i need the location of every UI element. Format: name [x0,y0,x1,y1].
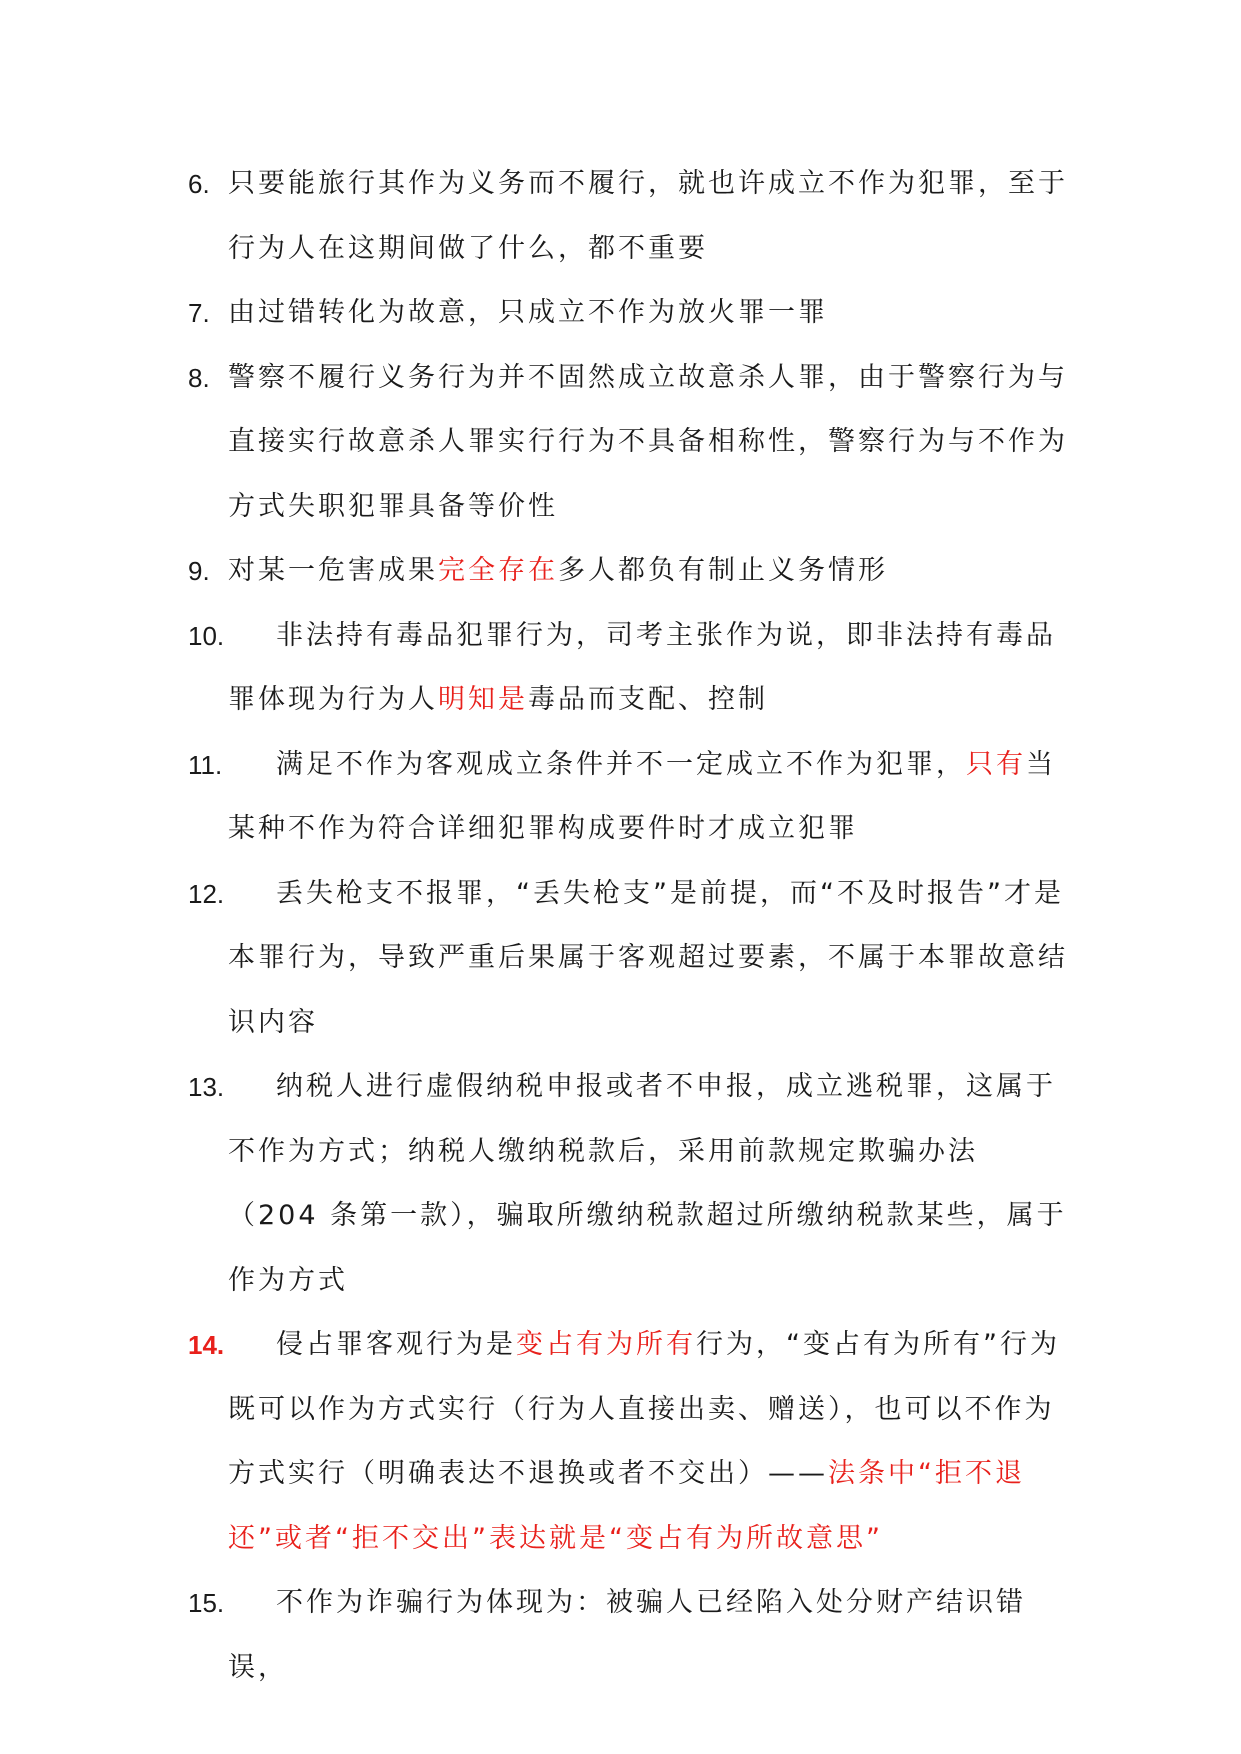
item-text: 行为，“变占有为所有”行为既可以作为方式实行（行为人直接出卖、赠送），也可以不作为方式实行（明确表达不退换或者不交出）—— [228,1329,1060,1489]
item-number: 14. [188,1330,225,1360]
item-text: 由过错转化为故意，只成立不作为放火罪一罪 [228,297,828,328]
item-number: 9. [188,556,210,586]
item-text: 丢失枪支不报罪，“丢失枪支”是前提，而“不及时报告”才是本罪行为，导致严重后果属于客观超过要素，不属于本罪故意结识内容 [228,877,1068,1038]
item-text: 只要能旅行其作为义务而不履行，就也许成立不作为犯罪，至于行为人在这期间做了什么，都不重要 [228,168,1068,264]
item-text: 纳税人进行虚假纳税申报或者不申报，成立逃税罪，这属于不作为方式；纳税人缴纳税款后，采用前款规定欺骗办法（204 条第一款），骗取所缴纳税款超过所缴纳税款某些，属于作为方式 [228,1071,1067,1296]
document-body [188,152,1068,1700]
item-number: 12. [188,878,225,909]
list-item [188,862,1068,1056]
item-text: 多人都负有制止义务情形 [558,555,888,586]
item-number: 6. [188,169,210,199]
list-item [188,346,1068,540]
highlighted-text: 完全存在 [438,555,558,586]
list-item [188,604,1068,733]
item-text: 非法持有毒品犯罪行为，司考主张作为说，即非法持有毒品罪体现为行为人 [228,619,1056,715]
item-text: 侵占罪客观行为是 [276,1329,516,1360]
item-text: 对某一危害成果 [228,555,438,586]
item-number: 8. [188,362,210,393]
item-number: 11. [188,749,223,780]
item-number: 15. [188,1588,225,1618]
item-text: 不作为诈骗行为体现为：被骗人已经陷入处分财产结识错误， [228,1587,1026,1683]
item-text: 当某种不作为符合详细犯罪构成要件时才成立犯罪 [228,748,1056,844]
highlighted-text: 只有 [966,748,1026,780]
item-text: 满足不作为客观成立条件并不一定成立不作为犯罪， [276,748,966,780]
item-text: 毒品而支配、控制 [528,684,768,715]
list-item [188,1571,1068,1700]
highlighted-text: 法条中“拒不退还”或者“拒不交出”表达就是“变占有为所故意思” [228,1458,1025,1554]
list-item [188,281,1068,346]
highlighted-text: 变占有为所有 [516,1329,696,1360]
item-number: 13. [188,1072,225,1102]
item-number: 7. [188,298,210,328]
item-text: 警察不履行义务行为并不固然成立故意杀人罪，由于警察行为与直接实行故意杀人罪实行行为不具备相称性，警察行为与不作为方式失职犯罪具备等价性 [228,361,1068,522]
list-item [188,733,1068,862]
item-number: 10. [188,620,225,651]
list-item [188,152,1068,281]
highlighted-text: 明知是 [438,684,528,715]
list-item [188,539,1068,604]
list-item [188,1313,1068,1571]
list-item [188,1055,1068,1313]
